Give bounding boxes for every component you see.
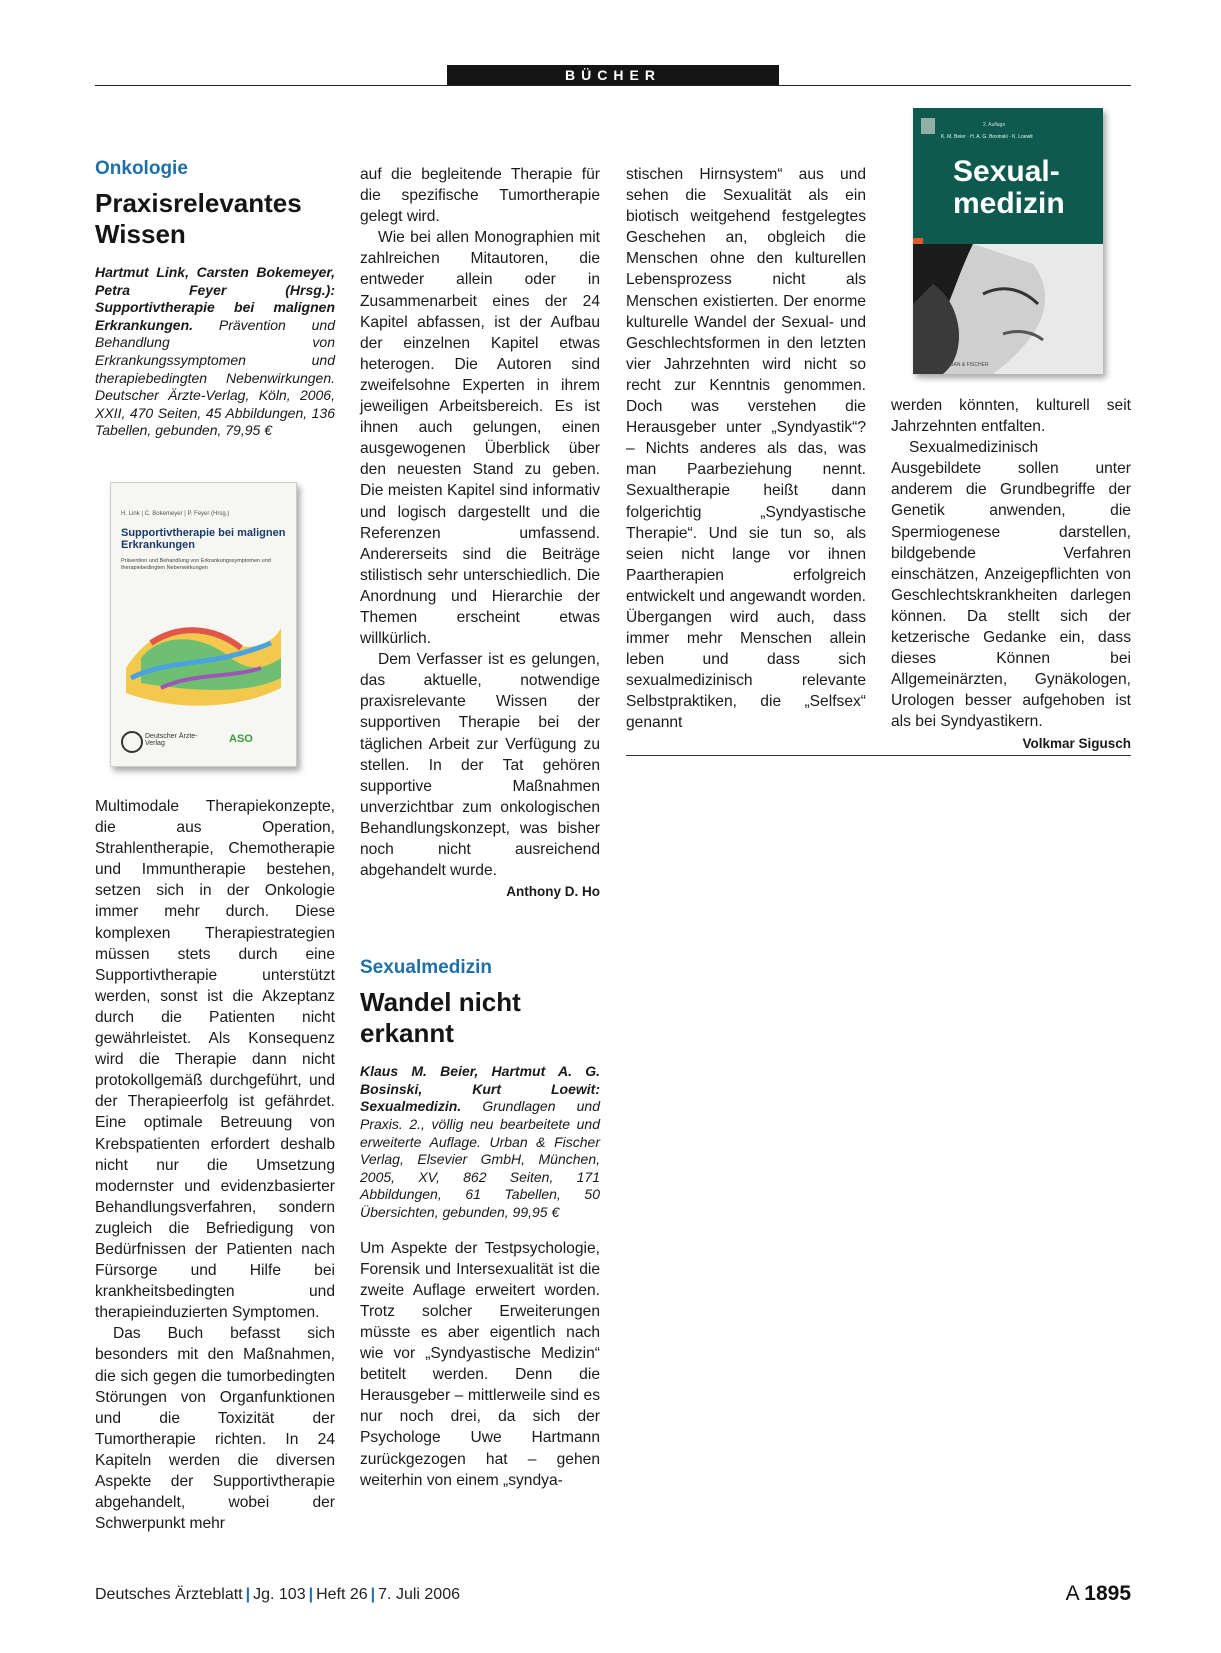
- article2-headline: Wandel nicht erkannt: [360, 987, 521, 1049]
- header-rule: [95, 85, 1131, 86]
- column-1: [95, 158, 335, 440]
- page-prefix: A: [1065, 1582, 1079, 1605]
- cover1-authors: H. Link | C. Bokemeyer | P. Feyer (Hrsg.): [121, 511, 230, 517]
- article1-headline: Praxisrelevantes Wissen: [95, 188, 302, 249]
- column-2: [360, 164, 600, 1491]
- column-4: [891, 395, 1131, 754]
- cover1-title: Supportivtherapie bei malignen Erkrankungen: [121, 527, 286, 551]
- article2-reviewer: Volkmar Sigusch: [1022, 735, 1131, 751]
- cover1-aso-logo: ASO: [229, 733, 253, 745]
- article1-paragraph-2-continued: auf die begleitende Therapie für die spezifische Tumortherapie gelegt wird.: [360, 166, 600, 226]
- column-3: [626, 164, 866, 734]
- cover2-authors: K. M. Beier · H. A. G. Bosinski · K. Loewit: [941, 134, 1033, 140]
- article-end-rule: [626, 755, 1131, 756]
- cover2-title: [953, 156, 1065, 220]
- cover2-title-line1: Sexual-: [953, 155, 1060, 188]
- cover2-title-line2: medizin: [953, 187, 1065, 220]
- article1-biblio-details: Prävention und Behandlung von Erkrankungssymptomen und therapiebedingten Nebenwirkungen. Deutscher Ärzte-Verlag, Köln, 2006, XXII, 470 Seiten, 45 Abbildungen, 136 Tabellen, gebunden, 79,95 €: [95, 316, 335, 439]
- footer-volume: Jg. 103: [253, 1586, 306, 1603]
- cover2-edition: 2. Auflage: [983, 122, 1006, 128]
- article2-bibliography: [360, 1063, 600, 1221]
- column-1-body: [95, 796, 335, 1534]
- footer-separator: |: [245, 1586, 251, 1603]
- footer-issue: Heft 26: [316, 1586, 368, 1603]
- article1-paragraph-4-text: Dem Verfasser ist es gelungen, das aktuelle, notwendige praxisrelevante Wissen der supportiven Therapie bei der täglichen Arbeit zur Verfügung zu stellen. In der Tat gehören supportive Maßnahmen unverzichtbar zum onkologischen Behandlungskonzept, was bisher noch nicht ausreichend abgehandelt wurde.: [360, 651, 600, 880]
- footer-date: 7. Juli 2006: [378, 1586, 460, 1603]
- article1-bibliography: [95, 264, 335, 440]
- article1-paragraph-4: [360, 649, 600, 902]
- article1-biblio-authors: Hartmut Link, Carsten Bokemeyer, Petra Feyer (Hrsg.): Supportivtherapie bei malignen Erkrankungen.: [95, 264, 335, 333]
- article2-paragraph-1-continued: stischen Hirnsystem“ aus und sehen die Sexualität als ein biotisch weitgehend festgelegtes Geschehen an, obgleich die Menschen ohne den kulturellen Lebensprozess nicht als Menschen existierten. Der enorme kulturelle Wandel der Sexual- und Geschlechtsformen in den letzten vier Jahrzehnten wird nicht so recht zur Kenntnis genommen. Doch was verstehen die Herausgeber unter „Syndyastik“? – Nichts anderes als das, was man Paarbeziehung nennt. Sexualtherapie heißt dann folgerichtig „Syndyastische Therapie“. Und sie tun so, als seien nicht lange vor ihnen Paartherapien erfolgreich entwickelt und angewandt worden. Übergangen wird auch, dass immer mehr Menschen allein leben und dass sich sexualmedizinisch relevante Selbstpraktiken, die „Selfsex“ genannt: [626, 166, 866, 732]
- article2-kicker: Sexualmedizin: [360, 957, 492, 979]
- cover2-photo-face: [913, 244, 1103, 374]
- article1-paragraph-3: Wie bei allen Monographien mit zahlreichen Mitautoren, die entweder allein oder in Zusammenarbeit eines der 24 Kapitel abfassen, ist der Aufbau der einzelnen Kapitel etwas heterogen. Die Autoren sind zweifelsohne Experten in ihrem jeweiligen Arbeitsbereich. Es ist ihnen auch gelungen, einen ausgewogenen Überblick über den neuesten Stand zu geben. Die meisten Kapitel sind informativ und logisch dargestellt und die Referenzen umfassend. Andererseits sind die Beiträge stilistisch sehr unterschiedlich. Die Anordnung und Hierarchie der Themen erscheint etwas willkürlich.: [360, 229, 600, 648]
- cover2-publisher: URBAN & FISCHER: [943, 362, 989, 368]
- article2-paragraph-1-end: werden könnten, kulturell seit Jahrzehnten entfalten.: [891, 397, 1131, 436]
- cover1-publisher: Deutscher Ärzte-Verlag: [145, 733, 198, 747]
- article2-biblio-details: Grundlagen und Praxis. 2., völlig neu bearbeitete und erweiterte Auflage. Urban & Fischer Verlag, Elsevier GmbH, München, 2005, XV, 862 Seiten, 171 Abbildungen, 61 Tabellen, 50 Übersichten, gebunden, 99,95 €: [360, 1098, 600, 1221]
- book-cover-supportivtherapie: [110, 482, 297, 767]
- article2-paragraph-2: [891, 437, 1131, 753]
- section-label: BÜCHER: [447, 65, 779, 85]
- article1-paragraph-2: Das Buch befasst sich besonders mit den Maßnahmen, die sich gegen die tumorbedingten Störungen von Organfunktionen und die Toxizität der Tumortherapie richten. In 24 Kapiteln werden die diversen Aspekte der Supportivtherapie abgehandelt, wobei der Schwerpunkt mehr: [95, 1325, 335, 1533]
- article2-paragraph-2-text: Sexualmedizinisch Ausgebildete sollen unter anderem die Grundbegriffe der Genetik anwenden, die Spermiogenese darstellen, bildgebende Verfahren einschätzen, Anzeigepflichten von Geschlechtskrankheiten darlegen können. Da stellt sich der ketzerische Gedanke ein, dass dieses Können bei Allgemeinärzten, Gynäkologen, Urologen besser aufgehoben ist als bei Syndyastikern.: [891, 439, 1131, 731]
- cover1-hands-illustration: [121, 598, 286, 713]
- article2-paragraph-1: Um Aspekte der Testpsychologie, Forensik und Intersexualität ist die zweite Auflage erweitert worden. Trotz solcher Erweiterungen müsste es aber eigentlich nach wie vor „Syndyastische Medizin“ betitelt werden. Denn die Herausgeber – mittlerweile sind es nur noch drei, da sich der Psychologe Uwe Hartmann zurückgezogen hat – gehen weiterhin von einem „syndya-: [360, 1239, 600, 1489]
- page-number-value: 1895: [1084, 1582, 1131, 1605]
- cover1-publisher-logo-icon: [121, 731, 143, 753]
- footer-separator: |: [308, 1586, 314, 1603]
- cover2-elsevier-logo-icon: [921, 118, 935, 134]
- footer-separator: |: [370, 1586, 376, 1603]
- article1-reviewer: Anthony D. Ho: [506, 884, 600, 900]
- article1-paragraph-1: Multimodale Therapiekonzepte, die aus Operation, Strahlentherapie, Chemotherapie und Immuntherapie bestehen, setzen sich in der Onkologie immer mehr durch. Diese komplexen Therapiestrategien müssen stets durch eine Supportivtherapie unterstützt werden, sonst ist die Akzeptanz durch die Patienten nicht gewährleistet. Als Konsequenz wird die Therapie dann nicht protokollgemäß durchgeführt, und der Therapieerfolg ist gefährdet. Eine optimale Betreuung von Krebspatienten erfordert deshalb nicht nur die Umsetzung modernster und evidenzbasierter Behandlungsverfahren, sondern zugleich die Befriedigung von Bedürfnissen der Patienten nach Fürsorge und Hilfe bei krankheitsbedingten und therapieinduzierten Symptomen.: [95, 798, 335, 1322]
- page-number: [1066, 1582, 1131, 1606]
- book-cover-sexualmedizin: [913, 108, 1103, 374]
- article2-biblio-authors: Klaus M. Beier, Hartmut A. G. Bosinski, Kurt Loewit: Sexualmedizin.: [360, 1063, 600, 1115]
- cover1-subtitle: Prävention und Behandlung von Erkrankungssymptomen und therapiebedingten Nebenwirkungen: [121, 558, 271, 571]
- footer: [95, 1586, 460, 1604]
- footer-journal: Deutsches Ärzteblatt: [95, 1586, 243, 1603]
- article1-kicker: Onkologie: [95, 158, 188, 179]
